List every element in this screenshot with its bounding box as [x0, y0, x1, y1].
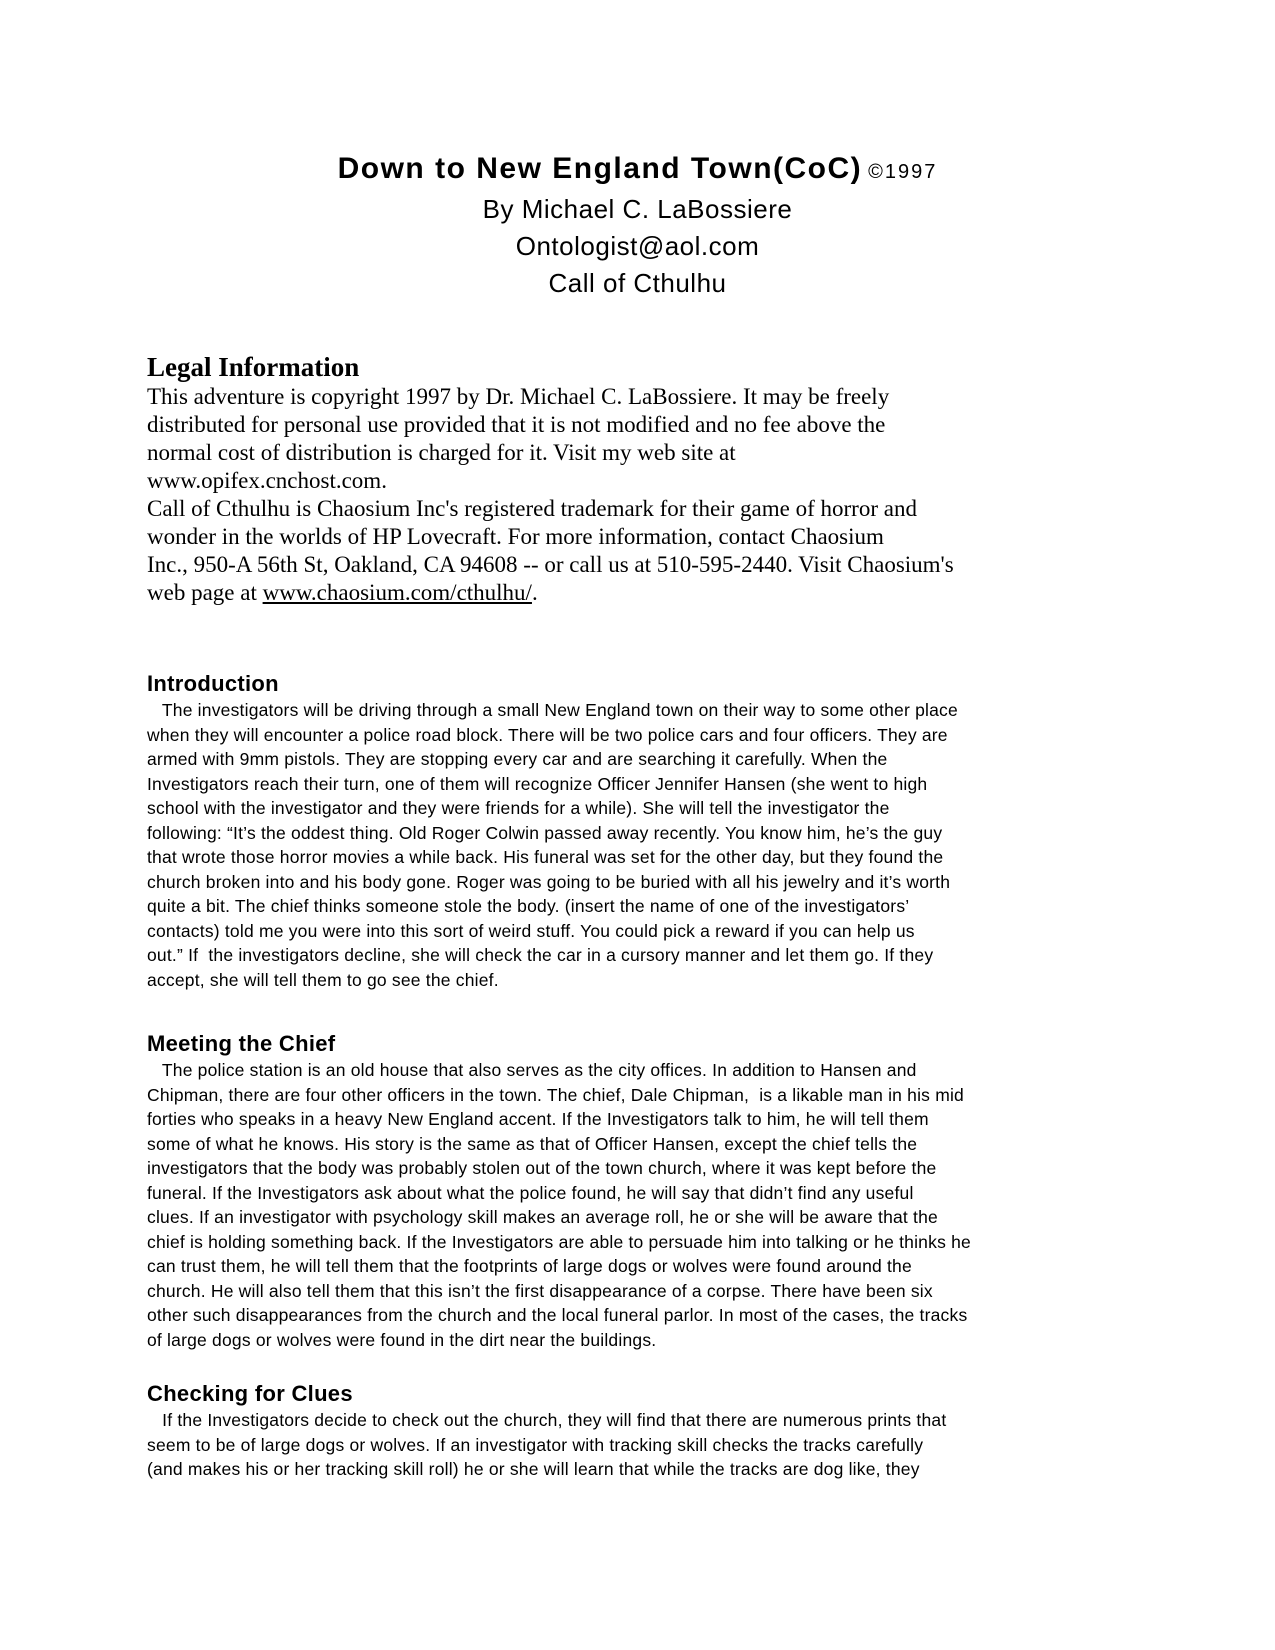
introduction-heading: Introduction [147, 671, 279, 696]
text-line: (and makes his or her tracking skill roll) he or she will learn that while the tracks are dog like, they [147, 1459, 920, 1479]
document-title-line [0, 150, 1275, 191]
author-email: Ontologist@aol.com [515, 231, 760, 261]
text-line: following: “It’s the oddest thing. Old Roger Colwin passed away recently. You know him, he’s the guy [147, 822, 943, 843]
text-line: accept, she will tell them to go see the chief. [147, 969, 499, 990]
text-line: of large dogs or wolves were found in the dirt near the buildings. [147, 1329, 657, 1350]
section-meeting-the-chief [147, 1030, 1157, 1352]
text-line: investigators that the body was probably stolen out of the town church, where it was kept before the [147, 1158, 937, 1178]
meeting-the-chief-text [147, 1058, 1157, 1352]
text-line: church broken into and his body gone. Roger was going to be buried with all his jewelry and it’s worth [147, 871, 951, 892]
text-line: Inc., 950-A 56th St, Oakland, CA 94608 -- or call us at 510-595-2440. Visit Chaosium's [147, 552, 954, 577]
text-line: distributed for personal use provided that it is not modified and no fee above the [147, 412, 886, 437]
checking-for-clues-text [147, 1408, 1157, 1482]
section-introduction [147, 670, 1157, 992]
copyright-notice: ©1997 [868, 161, 938, 183]
text-line: normal cost of distribution is charged for it. Visit my web site at [147, 440, 736, 465]
section-checking-for-clues [147, 1380, 1157, 1482]
chaosium-web-link[interactable]: www.chaosium.com/cthulhu/ [262, 580, 532, 605]
checking-for-clues-heading: Checking for Clues [147, 1381, 353, 1406]
text-line: The investigators will be driving through a small New England town on their way to some other place [147, 700, 958, 720]
text-line: school with the investigator and they were friends for a while). She will tell the investigator the [147, 798, 890, 818]
text-line: funeral. If the Investigators ask about what the police found, he will say that didn’t find any useful [147, 1182, 914, 1203]
text-line: other such disappearances from the church and the local funeral parlor. In most of the cases, the tracks [147, 1305, 968, 1325]
text-line: some of what he knows. His story is the same as that of Officer Hansen, except the chief tells the [147, 1133, 918, 1154]
introduction-text [147, 698, 1157, 992]
text-line: The police station is an old house that also serves as the city offices. In addition to Hansen and [147, 1060, 917, 1080]
text-line: when they will encounter a police road block. There will be two police cars and four officers. They are [147, 724, 948, 745]
text-line: Investigators reach their turn, one of them will recognize Officer Jennifer Hansen (she went to high [147, 773, 928, 794]
author-byline: By Michael C. LaBossiere [482, 194, 793, 224]
text-line: If the Investigators decide to check out the church, they will find that there are numerous prints that [147, 1410, 947, 1430]
text-line: Chipman, there are four other officers in the town. The chief, Dale Chipman, is a likable man in his mid [147, 1084, 964, 1105]
legal-information-text [147, 383, 1157, 579]
text-line: www.opifex.cnchost.com. [147, 468, 387, 493]
document-title: Down to New England Town(CoC) [337, 152, 863, 185]
section-legal-information [147, 352, 1157, 607]
text-line: quite a bit. The chief thinks someone stole the body. (insert the name of one of the investigators’ [147, 896, 910, 916]
legal-information-heading: Legal Information [147, 352, 360, 382]
text-line: This adventure is copyright 1997 by Dr. Michael C. LaBossiere. It may be freely [147, 384, 890, 409]
text-line: that wrote those horror movies a while back. His funeral was set for the other day, but they found the [147, 847, 944, 867]
text-line: armed with 9mm pistols. They are stopping every car and are searching it carefully. When the [147, 749, 888, 769]
text-line: can trust them, he will tell them that the footprints of large dogs or wolves were found around the [147, 1256, 912, 1276]
text-line: church. He will also tell them that this isn’t the first disappearance of a corpse. There have been six [147, 1280, 933, 1301]
text-line: Call of Cthulhu is Chaosium Inc's registered trademark for their game of horror and [147, 496, 917, 521]
text-line: forties who speaks in a heavy New England accent. If the Investigators talk to him, he will tell them [147, 1109, 929, 1129]
title-block [0, 150, 1275, 302]
legal-link-line [147, 579, 1157, 607]
text-line: clues. If an investigator with psychology skill makes an average roll, he or she will be aware that the [147, 1207, 938, 1227]
text-line: contacts) told me you were into this sort of weird stuff. You could pick a reward if you can help us [147, 920, 915, 941]
text-line: out.” If the investigators decline, she will check the car in a cursory manner and let them go. If they [147, 945, 934, 965]
text-line: seem to be of large dogs or wolves. If an investigator with tracking skill checks the tracks carefully [147, 1434, 924, 1455]
link-suffix-text: . [531, 580, 538, 605]
text-line: chief is holding something back. If the Investigators are able to persuade him into talking or he thinks he [147, 1231, 971, 1252]
meeting-the-chief-heading: Meeting the Chief [147, 1031, 336, 1056]
link-prefix-text: web page at [147, 580, 263, 605]
text-line: wonder in the worlds of HP Lovecraft. For more information, contact Chaosium [147, 524, 884, 549]
game-title: Call of Cthulhu [548, 268, 727, 298]
